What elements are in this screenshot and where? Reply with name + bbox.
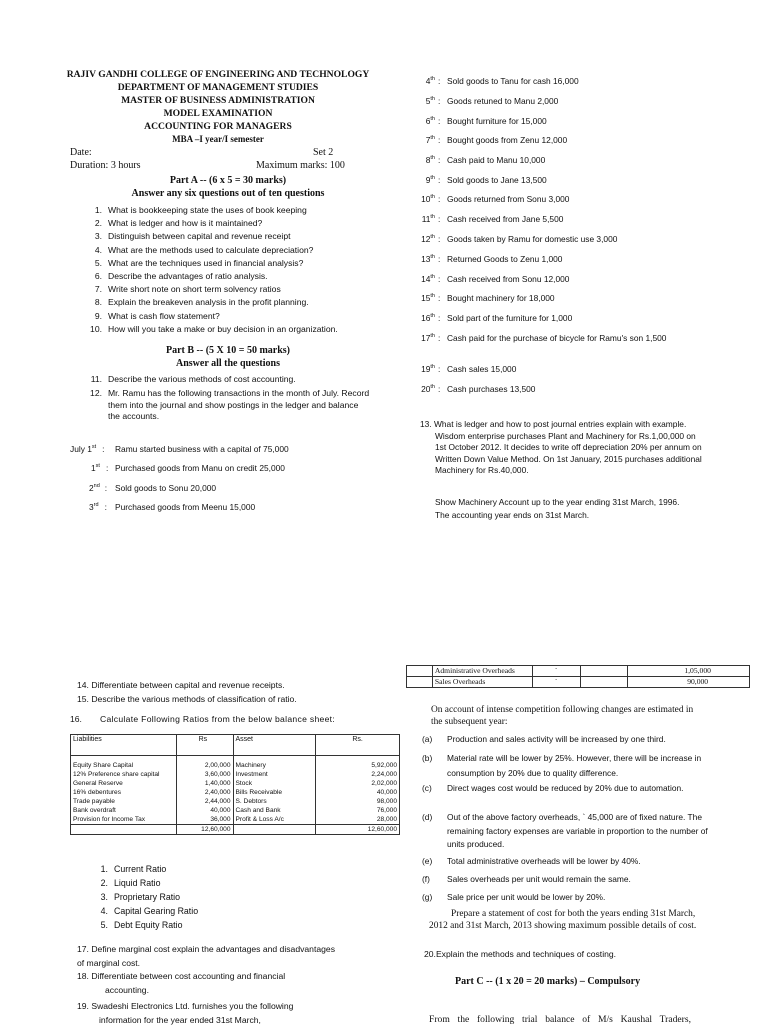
program-name: MASTER OF BUSINESS ADMINISTRATION [121,95,315,106]
changes-item: (a) Production and sales activity will be increased by one third. [422,734,666,744]
max-marks: Maximum marks: 100 [256,160,345,171]
duration: Duration: 3 hours [70,160,141,171]
transaction-row: July 1st : Ramu started business with a capital of 75,000 [70,444,289,454]
department-name: DEPARTMENT OF MANAGEMENT STUDIES [117,82,319,93]
table-row: Sales Overheads ` 90,000 [407,677,750,688]
question-item: 9. What is cash flow statement? [94,310,220,321]
question-13: 13. What is ledger and how to post journal entries explain with example. Wisdom enterprise purchases Plant and Machinery for Rs.1,00,000 on 1st October 2012. It decides to write off depreciation 20% per annum on Written Down Value Method. On 1st January, 2015 purchases additional Machinery for Rs.40,000. [420,419,702,475]
date-label: Date: [70,147,92,158]
question-18-cont: accounting. [105,985,149,995]
changes-intro: On account of intense competition following changes are estimated in the subsequent year: [431,705,694,727]
set-label: Set 2 [313,147,334,158]
part-a-instruction: Answer any six questions out of ten questions [131,188,325,199]
question-item: 10. How will you take a make or buy decision in an organization. [90,323,338,334]
changes-item: (f) Sales overheads per unit would remain the same. [422,874,631,884]
list-item: 2. Liquid Ratio [100,878,161,888]
table-total-row: 12,60,000 12,60,000 [71,825,400,835]
trial-balance-intro: From the following trial balance of M/s Kaushal Traders, [429,1014,691,1025]
changes-item: (c) Direct wages cost would be reduced by 20% due to automation. [422,783,684,793]
changes-item: (b) Material rate will be lower by 25%. However, there will be increase in consumption by 20% due to quality difference. [422,753,702,778]
changes-item: (d) Out of the above factory overheads, ` 45,000 are of fixed nature. The remaining factory expenses are variable in proportion to the number of units produced. [422,812,708,849]
question-13-followup: Show Machinery Account up to the year ending 31st March, 1996. The accounting year ends on 31st March. [435,497,680,520]
table-row: Administrative Overheads ` 1,05,000 [407,666,750,677]
prepare-statement: Prepare a statement of cost for both the years ending 31st March, 2012 and 31st March, 2013 showing maximum possible details of cost. [429,909,697,931]
exam-name: MODEL EXAMINATION [163,108,273,119]
question-14: 14. Differentiate between capital and revenue receipts. [77,680,285,690]
table-row: Equity Share Capital 12% Preference share capital General Reserve 16% debentures Trade payable Bank overdraft Provision for Income Tax 2,00,000 3,60,000 1,40,000 2,40,000 2,44,000 40,000 36,000 Machinery Investment Stock Bills Receivable S. Debtors Cash and Bank Profit & Loss A/c 5,92,000 2,24,000 2,02,000 40,000 98,000 76,000 28,000 [71,756,400,825]
question-item: 8. Explain the breakeven analysis in the profit planning. [94,297,309,308]
part-b-questions [80,373,370,423]
question-18: 18. Differentiate between cost accounting and financial [77,971,286,981]
question-item: 7. Write short note on short term solvency ratios [94,284,281,295]
question-item: 6. Describe the advantages of ratio analysis. [94,271,268,282]
question-19-cont: information for the year ended 31st March, [99,1015,261,1025]
question-16: 16. Calculate Following Ratios from the below balance sheet: [70,714,336,724]
list-item: 4. Capital Gearing Ratio [100,906,199,916]
changes-item: (g) Sale price per unit would be lower by 20%. [422,892,606,902]
balance-sheet-table [70,734,400,835]
list-item: 3. Proprietary Ratio [100,892,181,902]
question-15: 15. Describe the various methods of classification of ratio. [77,694,297,704]
transaction-row: 1st : Purchased goods from Manu on credit 25,000 [91,463,285,473]
question-item: 11. Describe the various methods of cost accounting. [90,374,296,384]
question-20: 20.Explain the methods and techniques of costing. [424,949,617,959]
ratios-list [86,862,386,932]
list-item: 5. Debt Equity Ratio [100,920,183,930]
overheads-table [406,665,750,688]
question-item: 1. What is bookkeeping state the uses of book keeping [94,205,307,215]
list-item: 1. Current Ratio [100,864,167,874]
changes-item: (e) Total administrative overheads will be lower by 40%. [422,856,641,866]
part-a-title: Part A -- (6 x 5 = 30 marks) [169,175,287,186]
question-item: 4. What are the methods used to calculate depreciation? [94,244,314,255]
question-item: 2. What is ledger and how is it maintained? [94,218,263,229]
question-item: 5. What are the techniques used in financial analysis? [94,257,304,268]
table-header-row: Liabilities Rs Asset Rs. [71,735,400,756]
part-b-instruction: Answer all the questions [176,358,280,369]
part-b-title: Part B -- (5 X 10 = 50 marks) [165,345,290,356]
question-17: 17. Define marginal cost explain the advantages and disadvantages of marginal cost. [77,944,335,968]
question-19: 19. Swadeshi Electronics Ltd. furnishes you the following [77,1001,294,1011]
transaction-row: 3rd : Purchased goods from Meenu 15,000 [89,502,256,512]
question-item: 12. Mr. Ramu has the following transactions in the month of July. Record them into the journal and show postings in the ledger and balance the accounts. [90,388,370,422]
subject-name: ACCOUNTING FOR MANAGERS [144,121,292,132]
part-c-title: Part C -- (1 x 20 = 20 marks) – Compulsory [455,976,641,987]
part-a-questions [80,204,380,336]
year-semester: MBA –I year/I semester [172,134,264,144]
college-name: RAJIV GANDHI COLLEGE OF ENGINEERING AND TECHNOLOGY [66,69,370,80]
transaction-row: 2nd : Sold goods to Sonu 20,000 [89,483,217,493]
question-item: 3. Distinguish between capital and revenue receipt [94,231,291,242]
